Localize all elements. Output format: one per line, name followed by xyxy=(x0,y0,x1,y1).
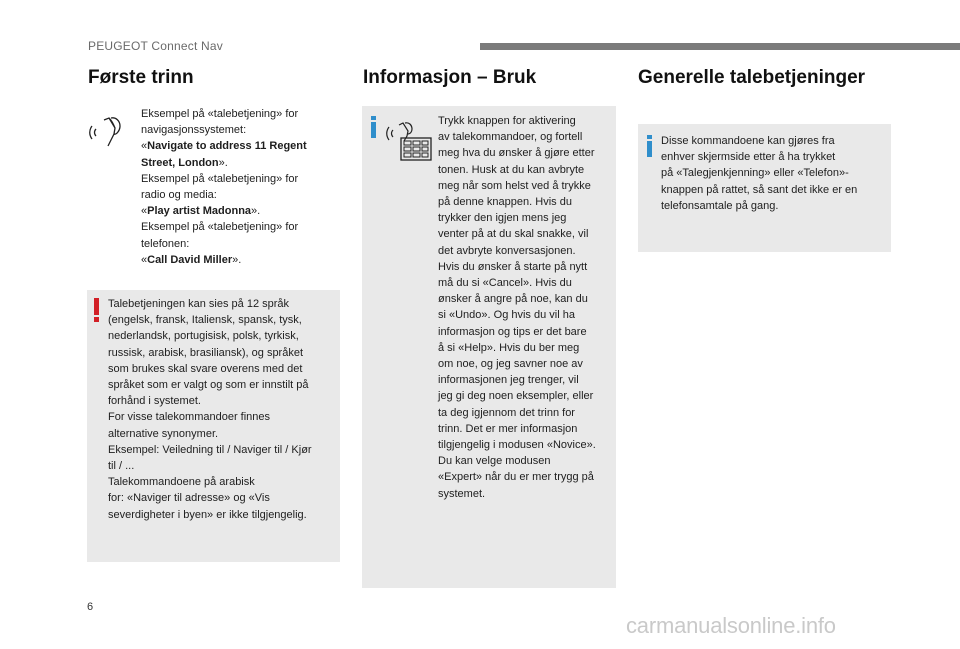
quote-mark: « xyxy=(141,253,148,266)
info-line: må du si «Cancel». Hvis du xyxy=(438,277,572,290)
general-line: på «Talegjenkjenning» eller «Telefon»- xyxy=(661,167,849,180)
warning-line: Talekommandoene på arabisk xyxy=(108,476,255,489)
nav-command-example: Navigate to address 11 Regent xyxy=(147,140,307,153)
info-line: meg hva du ønsker å gjøre etter xyxy=(438,147,595,160)
info-line: tonen. Husk at du kan avbryte xyxy=(438,163,585,176)
steering-wheel-control-icon xyxy=(385,119,435,163)
info-line: av talekommandoer, og fortell xyxy=(438,131,583,144)
info-line: si «Undo». Og hvis du vil ha xyxy=(438,309,575,322)
intro-line: radio og media: xyxy=(141,189,217,202)
info-use-text xyxy=(438,113,614,502)
info-line: det avbryte konversasjonen. xyxy=(438,244,576,257)
media-command-example: Play artist Madonna xyxy=(147,205,252,218)
warning-line: forhånd i systemet. xyxy=(108,395,201,408)
warning-line: som brukes skal svare overens med det xyxy=(108,362,303,375)
intro-line xyxy=(141,155,336,171)
intro-line: Eksempel på «talebetjening» for xyxy=(141,108,299,120)
info-line: Trykk knappen for aktivering xyxy=(438,115,576,127)
quote-mark: « xyxy=(141,205,148,218)
info-line: trykker den igjen mens jeg xyxy=(438,212,567,225)
intro-line: navigasjonssystemet: xyxy=(141,124,247,137)
warning-line: severdigheter i byen» er ikke tilgjengelig. xyxy=(108,508,307,521)
info-line: ta deg igjennom det trinn for xyxy=(438,406,575,419)
warning-icon xyxy=(94,298,99,322)
info-use-title: Informasjon – Bruk xyxy=(363,67,537,88)
info-use-box xyxy=(362,106,616,588)
voice-command-icon xyxy=(87,114,127,148)
info-line: Hvis du ønsker å starte på nytt xyxy=(438,260,588,273)
warning-line: Talebetjeningen kan sies på 12 språk xyxy=(108,298,290,310)
intro-line xyxy=(141,252,336,268)
warning-line: Eksempel: Veiledning til / Naviger til / Kjør xyxy=(108,443,312,456)
warning-line: språket som er valgt og som er innstilt på xyxy=(108,379,309,392)
warning-line: For visse talekommandoer finnes xyxy=(108,411,271,424)
info-line: venter på at du skal snakke, vil xyxy=(438,228,589,241)
info-line: informasjon og tips er det bare xyxy=(438,325,587,338)
info-line: å si «Help». Hvis du ber meg xyxy=(438,341,580,354)
info-line: tilgjengelig i modusen «Novice». xyxy=(438,439,596,452)
warning-line: alternative synonymer. xyxy=(108,427,219,440)
intro-line: Eksempel på «talebetjening» for xyxy=(141,221,299,234)
info-line: på denne knappen. Hvis du xyxy=(438,196,572,209)
page-number: 6 xyxy=(87,601,94,613)
watermark: carmanualsonline.info xyxy=(626,613,836,638)
info-line: jeg gi deg noen eksempler, eller xyxy=(438,390,594,403)
quote-mark: ». xyxy=(232,253,242,266)
info-line: systemet. xyxy=(438,487,486,500)
info-line: «Expert» når du er mer trygg på xyxy=(438,471,594,484)
info-line: trinn. Det er mer informasjon xyxy=(438,422,578,435)
first-steps-title: Første trinn xyxy=(88,67,194,88)
warning-text xyxy=(108,296,337,523)
general-commands-text xyxy=(661,133,887,214)
info-line: informasjonen jeg trenger, vil xyxy=(438,374,579,387)
info-icon xyxy=(371,116,376,138)
intro-line xyxy=(141,138,336,154)
general-line: Disse kommandoene kan gjøres fra xyxy=(661,135,835,147)
quote-mark: « xyxy=(141,140,148,153)
warning-box xyxy=(87,290,340,562)
intro-line: Eksempel på «talebetjening» for xyxy=(141,172,299,185)
intro-line: telefonen: xyxy=(141,237,190,250)
warning-line: nederlandsk, portugisisk, polsk, tyrkisk, xyxy=(108,330,299,343)
info-icon xyxy=(647,135,652,157)
header-bar xyxy=(480,43,960,50)
general-commands-title: Generelle talebetjeninger xyxy=(638,67,866,88)
general-line: enhver skjermside etter å ha trykket xyxy=(661,151,836,164)
intro-line xyxy=(141,203,336,219)
warning-line: russisk, arabisk, brasiliansk), og språket xyxy=(108,346,304,359)
info-line: meg når som helst ved å trykke xyxy=(438,179,591,192)
info-line: ønsker å angre på noe, kan du xyxy=(438,293,588,306)
quote-mark: ». xyxy=(251,205,261,218)
info-line: Du kan velge modusen xyxy=(438,455,551,468)
header-title: PEUGEOT Connect Nav xyxy=(88,39,223,53)
info-line: om noe, og jeg savner noe av xyxy=(438,358,583,371)
quote-mark: ». xyxy=(218,156,228,169)
warning-line: til / ... xyxy=(108,460,135,473)
warning-line: (engelsk, fransk, Italiensk, spansk, tysk, xyxy=(108,314,302,327)
general-line: telefonsamtale på gang. xyxy=(661,199,779,212)
phone-command-example: Call David Miller xyxy=(147,253,233,266)
first-steps-intro xyxy=(141,106,336,268)
general-line: knappen på rattet, så sant det ikke er en xyxy=(661,183,858,196)
warning-line: for: «Naviger til adresse» og «Vis xyxy=(108,492,270,505)
nav-command-example-cont: Street, London xyxy=(141,156,219,169)
general-commands-box xyxy=(638,124,891,252)
